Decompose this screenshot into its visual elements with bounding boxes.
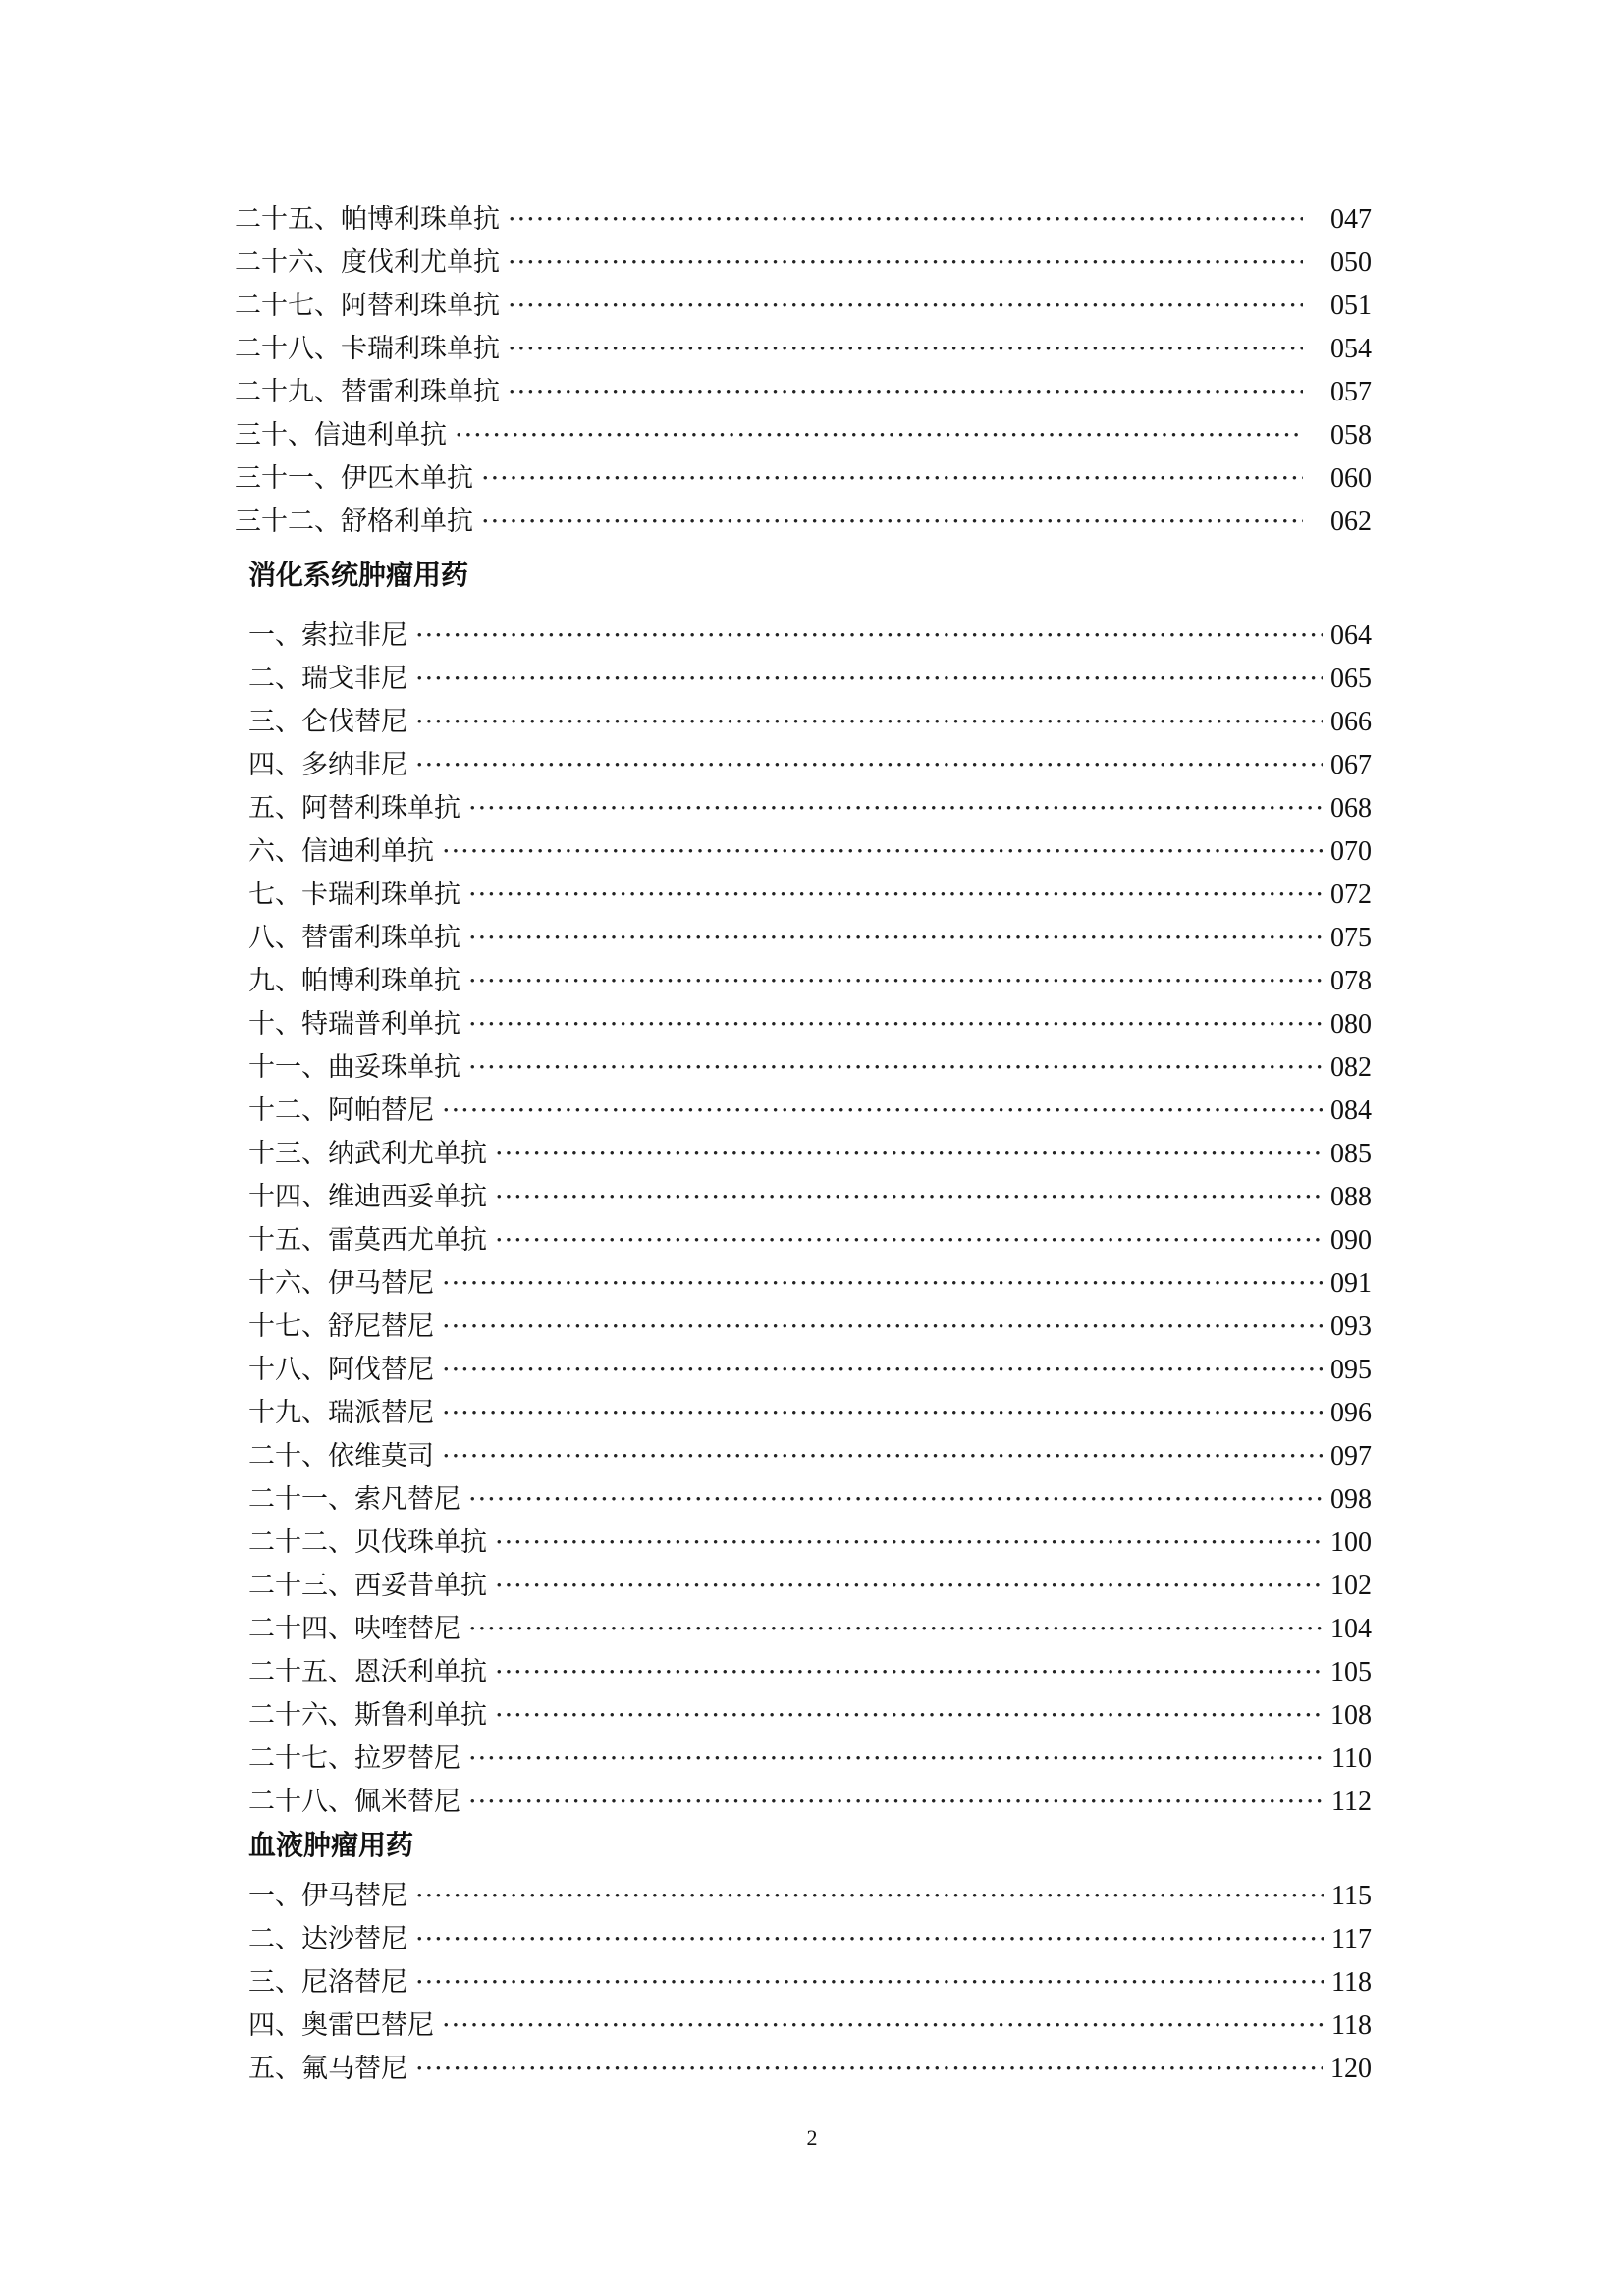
leader-dots [415, 746, 1323, 785]
toc-entry[interactable] [248, 1308, 1372, 1347]
toc-entry-page: 078 [1330, 966, 1372, 996]
toc-entry-title: 十九、瑞派替尼 [248, 1398, 434, 1428]
toc-entry-page: 080 [1330, 1009, 1372, 1040]
leader-dots [495, 1567, 1323, 1606]
toc-entry-title: 十四、维迪西妥单抗 [248, 1182, 487, 1212]
toc-entry-title: 十七、舒尼替尼 [248, 1311, 434, 1342]
toc-entry[interactable] [235, 243, 1372, 283]
page-number: 2 [806, 2125, 818, 2150]
toc-entry[interactable] [248, 1920, 1372, 1959]
leader-dots [442, 1092, 1323, 1131]
toc-entry-page: 105 [1330, 1657, 1372, 1687]
toc-entry-title: 九、帕博利珠单抗 [248, 966, 460, 996]
toc-entry-page: 093 [1330, 1311, 1372, 1342]
toc-entry-title: 十三、纳武利尤单抗 [248, 1139, 487, 1169]
toc-entry[interactable] [248, 1523, 1372, 1563]
leader-dots [495, 1696, 1323, 1735]
toc-entry[interactable] [248, 1437, 1372, 1476]
toc-entry-title: 四、多纳非尼 [248, 750, 407, 780]
toc-entry[interactable] [248, 746, 1372, 785]
toc-entry[interactable] [248, 1783, 1372, 1822]
toc-entry-title: 一、伊马替尼 [248, 1881, 407, 1911]
leader-dots [455, 416, 1303, 455]
leader-dots [468, 1739, 1324, 1779]
toc-entry-page: 117 [1331, 1924, 1372, 1954]
leader-dots [508, 330, 1303, 369]
leader-dots [495, 1135, 1323, 1174]
toc-entry-page: 088 [1330, 1182, 1372, 1212]
toc-entry-title: 二十五、恩沃利单抗 [248, 1657, 487, 1687]
leader-dots [495, 1221, 1323, 1260]
toc-entry-title: 八、替雷利珠单抗 [248, 923, 460, 953]
toc-entry-title: 二十六、度伐利尤单抗 [235, 247, 500, 278]
leader-dots [442, 2006, 1324, 2046]
toc-entry[interactable] [235, 503, 1372, 542]
leader-dots [468, 789, 1323, 828]
toc-entry-title: 五、氟马替尼 [248, 2054, 407, 2084]
toc-entry[interactable] [248, 1178, 1372, 1217]
leader-dots [468, 1480, 1323, 1520]
toc-entry-title: 二十三、西妥昔单抗 [248, 1571, 487, 1601]
toc-entry[interactable] [248, 832, 1372, 872]
toc-entry-page: 100 [1330, 1527, 1372, 1558]
toc-entry-title: 三十一、伊匹木单抗 [235, 463, 473, 494]
leader-dots [442, 1437, 1323, 1476]
leader-dots [468, 876, 1323, 915]
toc-entry[interactable] [248, 1264, 1372, 1304]
toc-entry[interactable] [248, 876, 1372, 915]
toc-entry-page: 070 [1330, 836, 1372, 867]
toc-entry-page: 097 [1330, 1441, 1372, 1471]
leader-dots [495, 1178, 1323, 1217]
toc-entry-title: 十五、雷莫西尤单抗 [248, 1225, 487, 1255]
toc-entry-page: 091 [1330, 1268, 1372, 1299]
toc-entry-page: 095 [1330, 1355, 1372, 1385]
toc-entry-page: 115 [1331, 1881, 1372, 1911]
leader-dots [481, 503, 1303, 542]
toc-entry-page: 062 [1330, 507, 1372, 537]
toc-entry-page: 096 [1330, 1398, 1372, 1428]
toc-entry[interactable] [248, 1653, 1372, 1692]
toc-entry-title: 二十四、呋喹替尼 [248, 1614, 460, 1644]
toc-entry[interactable] [248, 1567, 1372, 1606]
toc-entry-page: 098 [1330, 1484, 1372, 1515]
toc-entry-title: 十六、伊马替尼 [248, 1268, 434, 1299]
leader-dots [481, 459, 1303, 499]
toc-entry-page: 064 [1330, 620, 1372, 651]
section-heading: 血液肿瘤用药 [248, 1829, 414, 1861]
toc-entry-page: 112 [1331, 1787, 1372, 1817]
toc-entry-title: 十一、曲妥珠单抗 [248, 1052, 460, 1083]
toc-entry[interactable] [248, 1696, 1372, 1735]
toc-entry-page: 085 [1330, 1139, 1372, 1169]
toc-entry-page: 110 [1331, 1743, 1372, 1774]
toc-entry-title: 二十一、索凡替尼 [248, 1484, 460, 1515]
leader-dots [442, 1351, 1323, 1390]
toc-entry-page: 082 [1330, 1052, 1372, 1083]
leader-dots [415, 1963, 1324, 2002]
toc-entry-title: 五、阿替利珠单抗 [248, 793, 460, 824]
toc-entry[interactable] [248, 962, 1372, 1001]
toc-entry[interactable] [235, 287, 1372, 326]
toc-entry-title: 十二、阿帕替尼 [248, 1095, 434, 1126]
toc-entry-page: 084 [1330, 1095, 1372, 1126]
toc-entry-title: 六、信迪利单抗 [248, 836, 434, 867]
toc-entry-page: 057 [1330, 377, 1372, 407]
toc-entry-title: 三十、信迪利单抗 [235, 420, 447, 451]
toc-entry[interactable] [248, 2050, 1372, 2089]
toc-entry-title: 二十八、佩米替尼 [248, 1787, 460, 1817]
toc-entry[interactable] [248, 1351, 1372, 1390]
toc-entry-title: 三、仑伐替尼 [248, 707, 407, 737]
leader-dots [442, 1264, 1323, 1304]
toc-entry[interactable] [235, 416, 1372, 455]
toc-entry[interactable] [248, 1610, 1372, 1649]
toc-entry-page: 050 [1330, 247, 1372, 278]
leader-dots [468, 962, 1323, 1001]
toc-entry-title: 二十五、帕博利珠单抗 [235, 204, 500, 235]
toc-entry-page: 104 [1330, 1614, 1372, 1644]
toc-entry-page: 047 [1330, 204, 1372, 235]
toc-entry[interactable] [248, 1739, 1372, 1779]
toc-entry[interactable] [248, 1135, 1372, 1174]
toc-entry-title: 二十七、阿替利珠单抗 [235, 291, 500, 321]
leader-dots [495, 1653, 1323, 1692]
toc-entry[interactable] [235, 200, 1372, 240]
toc-entry-page: 066 [1330, 707, 1372, 737]
toc-entry[interactable] [248, 1005, 1372, 1044]
toc-entry-page: 102 [1330, 1571, 1372, 1601]
toc-entry-title: 二、达沙替尼 [248, 1924, 407, 1954]
toc-entry-title: 二十、依维莫司 [248, 1441, 434, 1471]
leader-dots [415, 2050, 1323, 2089]
toc-entry-page: 072 [1330, 880, 1372, 910]
toc-entry-page: 065 [1330, 664, 1372, 694]
toc-entry-title: 二十六、斯鲁利单抗 [248, 1700, 487, 1731]
toc-entry-page: 120 [1330, 2054, 1372, 2084]
toc-entry[interactable] [248, 1394, 1372, 1433]
toc-entry-title: 二、瑞戈非尼 [248, 664, 407, 694]
toc-entry-title: 三、尼洛替尼 [248, 1967, 407, 1998]
toc-entry[interactable] [235, 330, 1372, 369]
toc-entry[interactable] [248, 2006, 1372, 2046]
leader-dots [415, 616, 1323, 656]
section-heading: 消化系统肿瘤用药 [248, 559, 469, 591]
toc-entry-page: 068 [1330, 793, 1372, 824]
leader-dots [415, 1920, 1324, 1959]
leader-dots [508, 243, 1303, 283]
leader-dots [468, 919, 1323, 958]
toc-entry[interactable] [248, 1048, 1372, 1088]
toc-entry-title: 二十七、拉罗替尼 [248, 1743, 460, 1774]
toc-entry-page: 067 [1330, 750, 1372, 780]
leader-dots [415, 703, 1323, 742]
toc-entry-title: 三十二、舒格利单抗 [235, 507, 473, 537]
toc-entry[interactable] [248, 616, 1372, 656]
leader-dots [415, 660, 1323, 699]
toc-entry-title: 二十八、卡瑞利珠单抗 [235, 334, 500, 364]
leader-dots [442, 1308, 1323, 1347]
toc-entry-page: 075 [1330, 923, 1372, 953]
toc-entry[interactable] [235, 459, 1372, 499]
leader-dots [508, 373, 1303, 412]
toc-entry[interactable] [248, 1877, 1372, 1916]
toc-entry-page: 090 [1330, 1225, 1372, 1255]
toc-entry-page: 054 [1330, 334, 1372, 364]
leader-dots [468, 1783, 1324, 1822]
leader-dots [415, 1877, 1324, 1916]
leader-dots [468, 1048, 1323, 1088]
leader-dots [495, 1523, 1323, 1563]
toc-entry[interactable] [248, 660, 1372, 699]
leader-dots [468, 1610, 1323, 1649]
toc-entry[interactable] [248, 1092, 1372, 1131]
toc-entry[interactable] [248, 789, 1372, 828]
toc-entry-title: 七、卡瑞利珠单抗 [248, 880, 460, 910]
toc-entry-page: 058 [1330, 420, 1372, 451]
toc-entry-title: 四、奥雷巴替尼 [248, 2010, 434, 2041]
toc-entry-title: 一、索拉非尼 [248, 620, 407, 651]
toc-entry[interactable] [248, 1221, 1372, 1260]
toc-entry-page: 060 [1330, 463, 1372, 494]
toc-entry[interactable] [248, 1480, 1372, 1520]
toc-entry-page: 118 [1331, 1967, 1372, 1998]
toc-entry[interactable] [248, 919, 1372, 958]
toc-entry-page: 108 [1330, 1700, 1372, 1731]
leader-dots [442, 1394, 1323, 1433]
toc-entry[interactable] [248, 1963, 1372, 2002]
leader-dots [442, 832, 1323, 872]
leader-dots [508, 200, 1303, 240]
leader-dots [508, 287, 1303, 326]
toc-entry-page: 051 [1330, 291, 1372, 321]
toc-entry[interactable] [248, 703, 1372, 742]
toc-entry-title: 二十二、贝伐珠单抗 [248, 1527, 487, 1558]
toc-entry[interactable] [235, 373, 1372, 412]
leader-dots [468, 1005, 1323, 1044]
toc-entry-title: 二十九、替雷利珠单抗 [235, 377, 500, 407]
toc-entry-title: 十、特瑞普利单抗 [248, 1009, 460, 1040]
toc-entry-title: 十八、阿伐替尼 [248, 1355, 434, 1385]
toc-entry-page: 118 [1331, 2010, 1372, 2041]
